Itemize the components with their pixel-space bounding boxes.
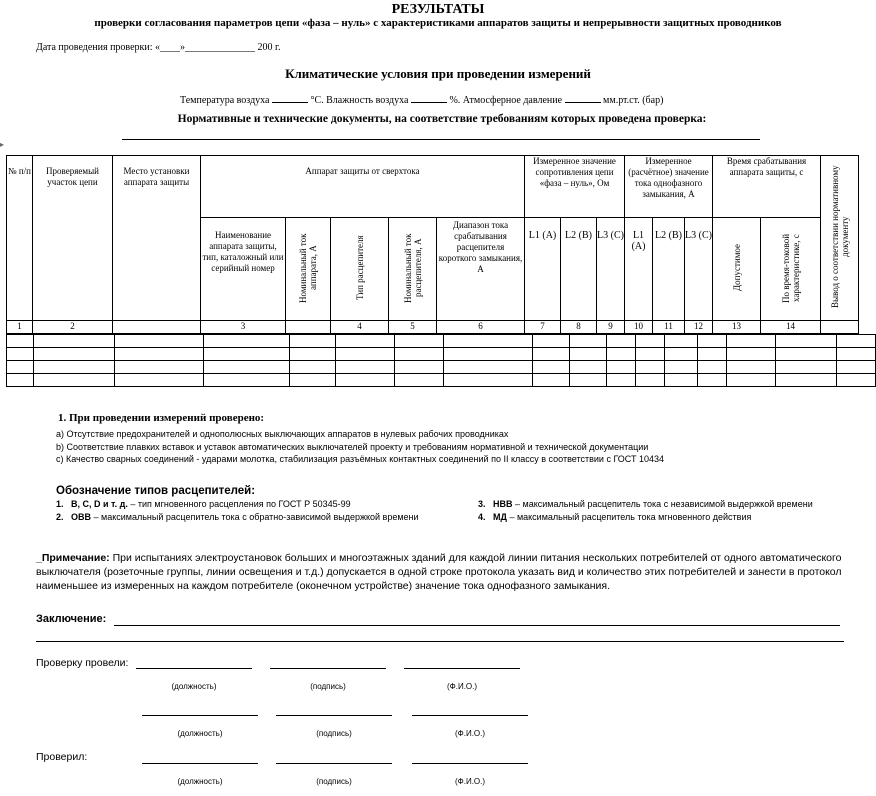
list-item: b) Соответствие плавких вставок и уставок автоматических выключателей проекту и требованиям нормативной и технической документации [56,441,649,452]
column-numbers-row [7,321,859,334]
header-resistance: Измеренное значение сопротивления цепи «фаза – нуль», Ом [525,156,625,218]
signature-line[interactable] [136,667,252,669]
list-item: c) Качество сварных соединений - ударами молотка, стабилизация разъёмных контактных соединений по II классу в соответствии с ГОСТ 10434 [56,454,665,464]
humidity-field[interactable] [411,92,447,103]
caption-fio: (Ф.И.О.) [454,729,486,738]
table-cell[interactable] [395,374,444,387]
table-cell[interactable] [570,348,607,361]
table-cell[interactable] [776,348,837,361]
header-timecurrent: По время-токовой характеристике, с [761,218,821,321]
header-time: Время срабатывания аппарата защиты, с [713,156,821,218]
table-cell[interactable] [290,374,336,387]
table-row [7,335,876,348]
col-number: 6 [437,321,525,334]
page-subtitle: проверки согласования параметров цепи «фаза – нуль» с характеристиками аппаратов защиты и непрерывности защитных проводников [94,17,782,29]
table-cell[interactable] [533,335,570,348]
header-allowed: Допустимое [713,218,761,321]
table-cell[interactable] [115,348,204,361]
table-cell[interactable] [636,374,665,387]
empty-rows [6,334,832,387]
table-cell[interactable] [444,335,533,348]
table-cell[interactable] [336,348,395,361]
humidity-unit: %. [449,95,461,106]
table-cell[interactable] [7,335,34,348]
table-cell[interactable] [336,374,395,387]
signature-line[interactable] [404,667,520,669]
header-place: Место установки аппарата защиты [113,156,201,321]
signature-line[interactable] [276,714,392,716]
checked-heading: 1. При проведении измерений проверено: [58,412,265,424]
table-cell[interactable] [34,348,115,361]
empty-rows-table [6,334,876,387]
norms-line[interactable] [122,138,760,140]
table-cell[interactable] [34,361,115,374]
date-line: Дата проведения проверки: «____»______________ 200 г. [36,42,281,53]
caption-position: (должность) [171,682,217,691]
signature-line[interactable] [412,714,528,716]
table-cell[interactable] [727,361,776,374]
col-number: 11 [653,321,685,334]
table-cell[interactable] [204,374,290,387]
table-cell[interactable] [570,361,607,374]
caption-signature: (подпись) [316,777,352,786]
table-cell[interactable] [837,361,876,374]
caption-position: (должность) [177,777,223,786]
table-cell[interactable] [607,361,636,374]
table-cell[interactable] [290,348,336,361]
table-cell[interactable] [395,335,444,348]
header-current: Измеренное (расчётное) значение тока однофазного замыкания, А [625,156,713,218]
note-block [36,551,851,593]
page-title: РЕЗУЛЬТАТЫ [391,2,485,17]
table-cell[interactable] [290,335,336,348]
col-number [113,321,201,334]
table-cell[interactable] [204,361,290,374]
table-cell[interactable] [776,335,837,348]
pressure-field[interactable] [565,92,601,103]
col-number [821,321,859,334]
release-item-4: 4. МД – максимальный расцепитель тока мгновенного действия [478,512,752,522]
caption-signature: (подпись) [316,729,352,738]
norms-heading: Нормативные и технические документы, на соответствие требованиям которых проведена проверка: [177,113,707,125]
col-number: 8 [561,321,597,334]
table-cell[interactable] [607,335,636,348]
table-row [7,374,876,387]
table-cell[interactable] [636,361,665,374]
col-number: 14 [761,321,821,334]
header-num: № п/п [7,156,33,321]
col-number: 4 [331,321,389,334]
col-number: 5 [389,321,437,334]
table-cell[interactable] [837,374,876,387]
table-cell[interactable] [665,374,698,387]
humidity-label: Влажность воздуха [326,95,409,106]
release-item-2: 2. ОВВ – максимальный расцепитель тока с обратно-зависимой выдержкой времени [56,512,419,522]
table-cell[interactable] [698,335,727,348]
table-cell[interactable] [115,335,204,348]
col-number: 10 [625,321,653,334]
table-cell[interactable] [204,335,290,348]
caption-fio: (Ф.И.О.) [454,777,486,786]
col-number: 3 [201,321,286,334]
table-cell[interactable] [727,348,776,361]
table-cell[interactable] [698,348,727,361]
arrow-marker-icon: ▸ [0,140,5,149]
checked-by-label: Проверил: [36,751,88,763]
caption-position: (должность) [177,729,223,738]
table-cell[interactable] [776,361,837,374]
table-cell[interactable] [776,374,837,387]
table-cell[interactable] [115,361,204,374]
header-section: Проверяемый участок цепи [33,156,113,321]
signature-line[interactable] [412,762,528,764]
table-cell[interactable] [444,348,533,361]
signature-line[interactable] [142,762,258,764]
conclusion-label: Заключение: [36,613,107,625]
table-row [7,348,876,361]
table-cell[interactable] [837,348,876,361]
table-cell[interactable] [533,374,570,387]
table-cell[interactable] [7,348,34,361]
table-cell[interactable] [570,374,607,387]
table-cell[interactable] [204,348,290,361]
col-number [286,321,331,334]
table-cell[interactable] [533,348,570,361]
table-cell[interactable] [7,374,34,387]
header-phase-l1-r: L1 (A) [525,218,561,321]
table-cell[interactable] [665,348,698,361]
table-cell[interactable] [698,374,727,387]
conclusion-line-1[interactable] [114,624,840,626]
table-cell[interactable] [290,361,336,374]
header-release-type: Тип расцепителя [331,218,389,321]
climate-heading: Климатические условия при проведении измерений [285,66,591,81]
header-range: Диапазон тока срабатывания расцепителя короткого замыкания, А [437,218,525,321]
table-cell[interactable] [607,348,636,361]
temperature-field[interactable] [272,92,308,103]
temperature-unit: °С. [310,95,324,106]
conclusion-line-2[interactable] [36,640,844,642]
table-cell[interactable] [570,335,607,348]
col-number: 13 [713,321,761,334]
header-phase-l3-i: L3 (C) [685,218,713,321]
table-cell[interactable] [665,361,698,374]
climate-line [180,92,663,106]
header-device: Аппарат защиты от сверхтока [201,156,525,218]
table-cell[interactable] [34,335,115,348]
checked-list [56,428,664,466]
table-cell[interactable] [34,374,115,387]
table-cell[interactable] [636,348,665,361]
table-cell[interactable] [727,374,776,387]
header-conclusion: Вывод о соответствии нормативному документу [821,156,859,321]
header-phase-l2-r: L2 (B) [561,218,597,321]
header-phase-l1-i: L1 (A) [625,218,653,321]
table-cell[interactable] [727,335,776,348]
table-cell[interactable] [336,361,395,374]
header-phase-l2-i: L2 (B) [653,218,685,321]
table-cell[interactable] [336,335,395,348]
table-cell[interactable] [698,361,727,374]
results-table [6,155,859,334]
header-nominal-device: Номинальный ток аппарата, А [286,218,331,321]
col-number: 9 [597,321,625,334]
performed-label: Проверку провели: [36,657,129,669]
header-device-name: Наименование аппарата защиты, тип, каталожный или серийный номер [201,218,286,321]
table-row [7,361,876,374]
table-cell[interactable] [837,335,876,348]
release-item-1: 1. B, C, D и т. д. – тип мгновенного расцепления по ГОСТ Р 50345-99 [56,499,351,509]
signature-line[interactable] [142,714,258,716]
caption-fio: (Ф.И.О.) [446,682,478,691]
col-number: 1 [7,321,33,334]
releases-heading: Обозначение типов расцепителей: [56,485,256,497]
header-nominal-release: Номинальный ток расцепителя, А [389,218,437,321]
list-item: a) Отсутствие предохранителей и однополюсных выключающих аппаратов в нулевых рабочих проводниках [56,429,509,439]
table-cell[interactable] [395,348,444,361]
temperature-label: Температура воздуха [180,95,270,106]
signature-line[interactable] [276,762,392,764]
caption-signature: (подпись) [310,682,346,691]
table-cell[interactable] [7,361,34,374]
table-cell[interactable] [444,374,533,387]
pressure-unit: мм.рт.ст. (бар) [603,95,664,106]
table-cell[interactable] [636,335,665,348]
col-number: 2 [33,321,113,334]
note-text: При испытаниях электроустановок больших и многоэтажных зданий для каждой линии питания нескольких потребителей от одного автоматического выключателя (розеточные группы, линии освещения и т.д.) допускается в одной строке протокола указать вид и количество этих потребителей и занести в протокол наименьшее из измеренных на каждом потребителе (оконечном устройстве) значение тока однофазного замыкания. [36,552,842,592]
table-cell[interactable] [607,374,636,387]
header-phase-l3-r: L3 (C) [597,218,625,321]
table-cell[interactable] [665,335,698,348]
pressure-label: Атмосферное давление [462,95,563,106]
release-item-3: 3. НВВ – максимальный расцепитель тока с независимой выдержкой времени [478,499,813,509]
table-cell[interactable] [444,361,533,374]
table-cell[interactable] [395,361,444,374]
col-number: 12 [685,321,713,334]
table-cell[interactable] [115,374,204,387]
col-number: 7 [525,321,561,334]
table-cell[interactable] [533,361,570,374]
signature-line[interactable] [270,667,386,669]
note-label: _Примечание: [36,552,110,564]
